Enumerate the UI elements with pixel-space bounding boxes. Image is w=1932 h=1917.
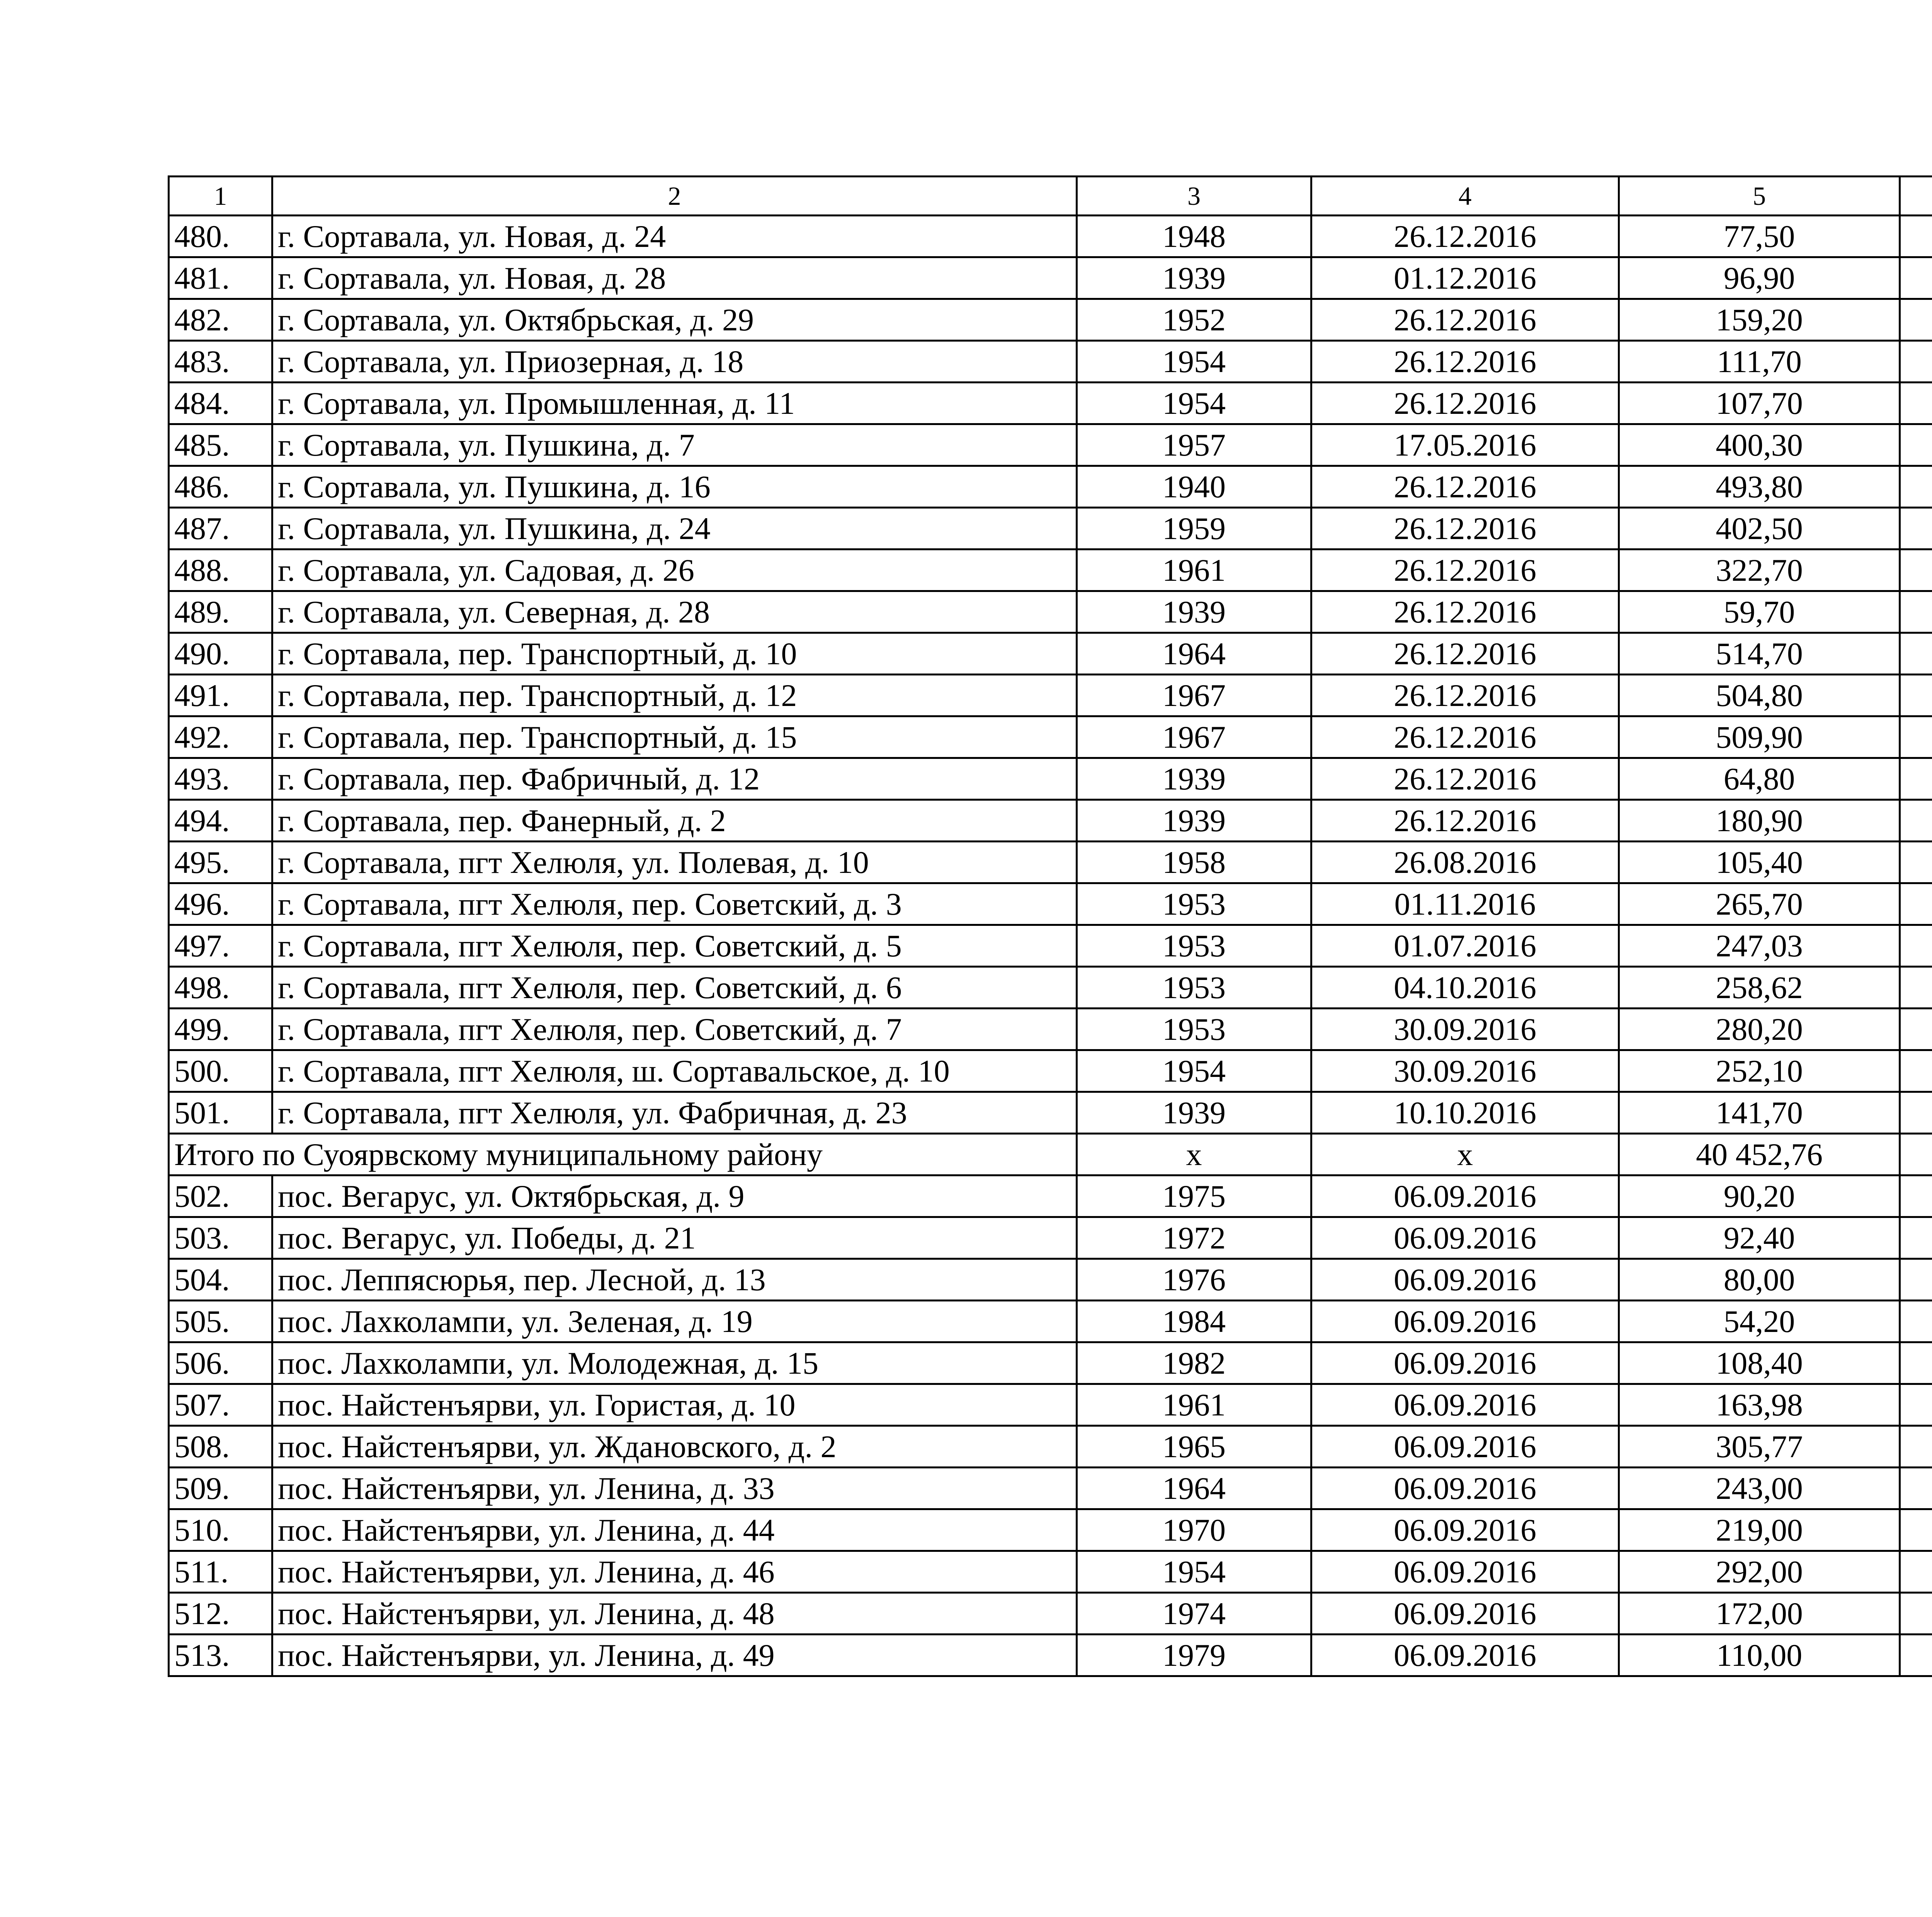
- cell-area: 159,20: [1619, 299, 1900, 341]
- cell-date: 01.12.2016: [1311, 257, 1619, 299]
- cell-area: 265,70: [1619, 883, 1900, 925]
- table-row: [169, 675, 1932, 716]
- cell-year: 1959: [1077, 508, 1311, 549]
- cell-address: г. Сортавала, ул. Промышленная, д. 11: [272, 383, 1077, 424]
- cell-date: 17.05.2016: [1311, 424, 1619, 466]
- cell-date: 26.12.2016: [1311, 341, 1619, 383]
- cell-year: 1967: [1077, 675, 1311, 716]
- cell-address: пос. Найстенъярви, ул. Ждановского, д. 2: [272, 1426, 1077, 1468]
- cell-count: [1900, 1384, 1932, 1426]
- cell-area: 493,80: [1619, 466, 1900, 508]
- column-number: 4: [1311, 177, 1619, 216]
- cell-area: 90,20: [1619, 1175, 1900, 1217]
- cell-year: 1967: [1077, 716, 1311, 758]
- table-row: [169, 549, 1932, 591]
- cell-address: г. Сортавала, пгт Хелюля, пер. Советский, д. 5: [272, 925, 1077, 967]
- cell-number: 488.: [169, 549, 272, 591]
- cell-address: г. Сортавала, пгт Хелюля, ул. Полевая, д. 10: [272, 842, 1077, 883]
- cell-year: 1982: [1077, 1342, 1311, 1384]
- table-row: [169, 1551, 1932, 1593]
- cell-number: 512.: [169, 1593, 272, 1635]
- cell-area: 322,70: [1619, 549, 1900, 591]
- cell-date: 04.10.2016: [1311, 967, 1619, 1009]
- column-number: 1: [169, 177, 272, 216]
- cell-date: 06.09.2016: [1311, 1593, 1619, 1635]
- cell-year: 1953: [1077, 883, 1311, 925]
- cell-year: 1939: [1077, 257, 1311, 299]
- cell-count: [1900, 383, 1932, 424]
- cell-area: 514,70: [1619, 633, 1900, 675]
- cell-year: 1964: [1077, 633, 1311, 675]
- cell-area: 64,80: [1619, 758, 1900, 800]
- cell-count: [1900, 1509, 1932, 1551]
- cell-count: [1900, 549, 1932, 591]
- cell-year: 1953: [1077, 925, 1311, 967]
- cell-number: 482.: [169, 299, 272, 341]
- table-row: [169, 716, 1932, 758]
- cell-year: 1954: [1077, 383, 1311, 424]
- cell-area: 163,98: [1619, 1384, 1900, 1426]
- cell-year: 1970: [1077, 1509, 1311, 1551]
- table-row: [169, 1635, 1932, 1676]
- table-row: [169, 842, 1932, 883]
- cell-address: г. Сортавала, ул. Пушкина, д. 7: [272, 424, 1077, 466]
- cell-address: г. Сортавала, пгт Хелюля, пер. Советский, д. 3: [272, 883, 1077, 925]
- cell-date: 06.09.2016: [1311, 1259, 1619, 1301]
- cell-date: 06.09.2016: [1311, 1342, 1619, 1384]
- cell-number: 506.: [169, 1342, 272, 1384]
- cell-area: 252,10: [1619, 1050, 1900, 1092]
- cell-number: 486.: [169, 466, 272, 508]
- cell-year: 1954: [1077, 341, 1311, 383]
- cell-date: 30.09.2016: [1311, 1009, 1619, 1050]
- cell-address: г. Сортавала, пгт Хелюля, пер. Советский, д. 6: [272, 967, 1077, 1009]
- table-row: [169, 1426, 1932, 1468]
- subtotal-row: [169, 1134, 1932, 1175]
- cell-area: 111,70: [1619, 341, 1900, 383]
- cell-area: 292,00: [1619, 1551, 1900, 1593]
- cell-date: 26.12.2016: [1311, 675, 1619, 716]
- table-row: [169, 1301, 1932, 1342]
- column-number-row: [169, 177, 1932, 216]
- cell-date: 26.12.2016: [1311, 508, 1619, 549]
- cell-year: 1972: [1077, 1217, 1311, 1259]
- cell-address: г. Сортавала, ул. Новая, д. 24: [272, 216, 1077, 257]
- table-row: [169, 257, 1932, 299]
- subtotal-count: [1900, 1134, 1932, 1175]
- cell-address: г. Сортавала, пгт Хелюля, ш. Сортавальское, д. 10: [272, 1050, 1077, 1092]
- cell-count: [1900, 1259, 1932, 1301]
- cell-number: 511.: [169, 1551, 272, 1593]
- table-row: [169, 633, 1932, 675]
- cell-date: 06.09.2016: [1311, 1426, 1619, 1468]
- cell-count: [1900, 466, 1932, 508]
- cell-count: [1900, 1301, 1932, 1342]
- table-row: [169, 925, 1932, 967]
- cell-address: пос. Найстенъярви, ул. Ленина, д. 33: [272, 1468, 1077, 1509]
- cell-count: [1900, 1551, 1932, 1593]
- cell-count: [1900, 341, 1932, 383]
- table-row: [169, 1593, 1932, 1635]
- table-body: [169, 177, 1932, 1676]
- cell-number: 497.: [169, 925, 272, 967]
- cell-area: 54,20: [1619, 1301, 1900, 1342]
- table-row: [169, 466, 1932, 508]
- cell-area: 108,40: [1619, 1342, 1900, 1384]
- table-row: [169, 758, 1932, 800]
- cell-address: пос. Найстенъярви, ул. Ленина, д. 46: [272, 1551, 1077, 1593]
- cell-year: 1939: [1077, 591, 1311, 633]
- cell-area: 504,80: [1619, 675, 1900, 716]
- cell-area: 80,00: [1619, 1259, 1900, 1301]
- cell-count: [1900, 967, 1932, 1009]
- cell-area: 77,50: [1619, 216, 1900, 257]
- table-row: [169, 1468, 1932, 1509]
- cell-date: 06.09.2016: [1311, 1301, 1619, 1342]
- cell-number: 491.: [169, 675, 272, 716]
- cell-address: г. Сортавала, ул. Пушкина, д. 24: [272, 508, 1077, 549]
- cell-address: г. Сортавала, ул. Новая, д. 28: [272, 257, 1077, 299]
- cell-address: пос. Лахколампи, ул. Зеленая, д. 19: [272, 1301, 1077, 1342]
- cell-area: 180,90: [1619, 800, 1900, 842]
- table-row: [169, 1009, 1932, 1050]
- cell-date: 06.09.2016: [1311, 1468, 1619, 1509]
- cell-number: 487.: [169, 508, 272, 549]
- cell-number: 509.: [169, 1468, 272, 1509]
- table-row: [169, 1175, 1932, 1217]
- cell-date: 06.09.2016: [1311, 1509, 1619, 1551]
- cell-number: 510.: [169, 1509, 272, 1551]
- cell-date: 06.09.2016: [1311, 1551, 1619, 1593]
- cell-area: 107,70: [1619, 383, 1900, 424]
- cell-area: 243,00: [1619, 1468, 1900, 1509]
- table-row: [169, 967, 1932, 1009]
- table-row: [169, 299, 1932, 341]
- cell-date: 26.12.2016: [1311, 716, 1619, 758]
- cell-area: 219,00: [1619, 1509, 1900, 1551]
- housing-registry-table: [168, 175, 1932, 1677]
- cell-count: [1900, 508, 1932, 549]
- cell-number: 490.: [169, 633, 272, 675]
- cell-count: [1900, 1593, 1932, 1635]
- cell-date: 10.10.2016: [1311, 1092, 1619, 1134]
- cell-year: 1979: [1077, 1635, 1311, 1676]
- cell-year: 1953: [1077, 1009, 1311, 1050]
- cell-number: 496.: [169, 883, 272, 925]
- cell-count: [1900, 1050, 1932, 1092]
- cell-address: г. Сортавала, пер. Фанерный, д. 2: [272, 800, 1077, 842]
- cell-number: 501.: [169, 1092, 272, 1134]
- cell-date: 26.12.2016: [1311, 466, 1619, 508]
- cell-count: [1900, 716, 1932, 758]
- cell-count: [1900, 1175, 1932, 1217]
- cell-number: 495.: [169, 842, 272, 883]
- cell-year: 1961: [1077, 549, 1311, 591]
- cell-area: 280,20: [1619, 1009, 1900, 1050]
- cell-count: [1900, 883, 1932, 925]
- cell-area: 509,90: [1619, 716, 1900, 758]
- cell-number: 480.: [169, 216, 272, 257]
- cell-year: 1964: [1077, 1468, 1311, 1509]
- cell-area: 59,70: [1619, 591, 1900, 633]
- cell-address: г. Сортавала, ул. Пушкина, д. 16: [272, 466, 1077, 508]
- cell-count: [1900, 216, 1932, 257]
- column-number: 2: [272, 177, 1077, 216]
- cell-area: 172,00: [1619, 1593, 1900, 1635]
- cell-number: 484.: [169, 383, 272, 424]
- cell-count: [1900, 758, 1932, 800]
- cell-count: [1900, 675, 1932, 716]
- table-row: [169, 1259, 1932, 1301]
- cell-date: 06.09.2016: [1311, 1635, 1619, 1676]
- cell-number: 504.: [169, 1259, 272, 1301]
- cell-year: 1961: [1077, 1384, 1311, 1426]
- cell-number: 493.: [169, 758, 272, 800]
- cell-number: 485.: [169, 424, 272, 466]
- table-row: [169, 591, 1932, 633]
- cell-number: 500.: [169, 1050, 272, 1092]
- cell-date: 26.12.2016: [1311, 299, 1619, 341]
- cell-count: [1900, 1468, 1932, 1509]
- table-row: [169, 1384, 1932, 1426]
- cell-address: пос. Найстенъярви, ул. Гористая, д. 10: [272, 1384, 1077, 1426]
- cell-address: пос. Леппясюрья, пер. Лесной, д. 13: [272, 1259, 1077, 1301]
- cell-year: 1953: [1077, 967, 1311, 1009]
- cell-area: 305,77: [1619, 1426, 1900, 1468]
- cell-year: 1984: [1077, 1301, 1311, 1342]
- cell-address: г. Сортавала, пер. Транспортный, д. 12: [272, 675, 1077, 716]
- cell-address: г. Сортавала, пер. Фабричный, д. 12: [272, 758, 1077, 800]
- table-row: [169, 800, 1932, 842]
- cell-address: г. Сортавала, ул. Приозерная, д. 18: [272, 341, 1077, 383]
- subtotal-date: x: [1311, 1134, 1619, 1175]
- cell-area: 96,90: [1619, 257, 1900, 299]
- table-row: [169, 424, 1932, 466]
- table-row: [169, 1342, 1932, 1384]
- cell-date: 30.09.2016: [1311, 1050, 1619, 1092]
- table-row: [169, 216, 1932, 257]
- cell-address: пос. Найстенъярви, ул. Ленина, д. 49: [272, 1635, 1077, 1676]
- column-number: 3: [1077, 177, 1311, 216]
- cell-address: пос. Лахколампи, ул. Молодежная, д. 15: [272, 1342, 1077, 1384]
- cell-address: пос. Вегарус, ул. Победы, д. 21: [272, 1217, 1077, 1259]
- cell-count: [1900, 257, 1932, 299]
- cell-address: пос. Найстенъярви, ул. Ленина, д. 44: [272, 1509, 1077, 1551]
- cell-number: 483.: [169, 341, 272, 383]
- column-number: 5: [1619, 177, 1900, 216]
- cell-year: 1957: [1077, 424, 1311, 466]
- table-row: [169, 1092, 1932, 1134]
- cell-number: 492.: [169, 716, 272, 758]
- cell-date: 06.09.2016: [1311, 1175, 1619, 1217]
- cell-year: 1952: [1077, 299, 1311, 341]
- table-row: [169, 883, 1932, 925]
- cell-count: [1900, 1092, 1932, 1134]
- table-row: [169, 1509, 1932, 1551]
- cell-count: [1900, 424, 1932, 466]
- cell-count: [1900, 299, 1932, 341]
- cell-year: 1939: [1077, 1092, 1311, 1134]
- cell-number: 508.: [169, 1426, 272, 1468]
- cell-date: 01.11.2016: [1311, 883, 1619, 925]
- table-row: [169, 341, 1932, 383]
- cell-number: 489.: [169, 591, 272, 633]
- cell-address: г. Сортавала, ул. Октябрьская, д. 29: [272, 299, 1077, 341]
- cell-date: 26.12.2016: [1311, 633, 1619, 675]
- cell-count: [1900, 1217, 1932, 1259]
- cell-date: 06.09.2016: [1311, 1217, 1619, 1259]
- cell-year: 1965: [1077, 1426, 1311, 1468]
- cell-count: [1900, 1009, 1932, 1050]
- cell-date: 26.12.2016: [1311, 549, 1619, 591]
- cell-area: 92,40: [1619, 1217, 1900, 1259]
- cell-address: г. Сортавала, ул. Северная, д. 28: [272, 591, 1077, 633]
- cell-address: г. Сортавала, пер. Транспортный, д. 15: [272, 716, 1077, 758]
- cell-year: 1954: [1077, 1050, 1311, 1092]
- cell-year: 1939: [1077, 758, 1311, 800]
- subtotal-year: x: [1077, 1134, 1311, 1175]
- cell-year: 1940: [1077, 466, 1311, 508]
- cell-area: 402,50: [1619, 508, 1900, 549]
- cell-count: [1900, 633, 1932, 675]
- cell-count: [1900, 842, 1932, 883]
- cell-year: 1948: [1077, 216, 1311, 257]
- document-page: [168, 175, 1932, 1677]
- cell-year: 1974: [1077, 1593, 1311, 1635]
- cell-address: г. Сортавала, пгт Хелюля, ул. Фабричная, д. 23: [272, 1092, 1077, 1134]
- cell-count: [1900, 591, 1932, 633]
- cell-address: пос. Найстенъярви, ул. Ленина, д. 48: [272, 1593, 1077, 1635]
- cell-number: 498.: [169, 967, 272, 1009]
- table-row: [169, 508, 1932, 549]
- cell-address: г. Сортавала, пер. Транспортный, д. 10: [272, 633, 1077, 675]
- cell-area: 258,62: [1619, 967, 1900, 1009]
- subtotal-label: Итого по Суоярвскому муниципальному району: [169, 1134, 1077, 1175]
- cell-count: [1900, 1342, 1932, 1384]
- cell-number: 507.: [169, 1384, 272, 1426]
- cell-year: 1939: [1077, 800, 1311, 842]
- cell-count: [1900, 1426, 1932, 1468]
- cell-address: г. Сортавала, пгт Хелюля, пер. Советский, д. 7: [272, 1009, 1077, 1050]
- cell-count: [1900, 925, 1932, 967]
- cell-address: пос. Вегарус, ул. Октябрьская, д. 9: [272, 1175, 1077, 1217]
- cell-number: 513.: [169, 1635, 272, 1676]
- cell-date: 26.08.2016: [1311, 842, 1619, 883]
- cell-area: 110,00: [1619, 1635, 1900, 1676]
- table-row: [169, 383, 1932, 424]
- cell-date: 06.09.2016: [1311, 1384, 1619, 1426]
- cell-number: 499.: [169, 1009, 272, 1050]
- cell-area: 247,03: [1619, 925, 1900, 967]
- cell-number: 494.: [169, 800, 272, 842]
- cell-year: 1958: [1077, 842, 1311, 883]
- cell-number: 481.: [169, 257, 272, 299]
- cell-number: 505.: [169, 1301, 272, 1342]
- table-row: [169, 1050, 1932, 1092]
- cell-area: 105,40: [1619, 842, 1900, 883]
- cell-address: г. Сортавала, ул. Садовая, д. 26: [272, 549, 1077, 591]
- cell-area: 400,30: [1619, 424, 1900, 466]
- cell-year: 1975: [1077, 1175, 1311, 1217]
- cell-date: 26.12.2016: [1311, 758, 1619, 800]
- cell-date: 26.12.2016: [1311, 800, 1619, 842]
- cell-count: [1900, 1635, 1932, 1676]
- cell-date: 26.12.2016: [1311, 383, 1619, 424]
- cell-date: 26.12.2016: [1311, 216, 1619, 257]
- column-number: [1900, 177, 1932, 216]
- cell-date: 01.07.2016: [1311, 925, 1619, 967]
- cell-date: 26.12.2016: [1311, 591, 1619, 633]
- cell-count: [1900, 800, 1932, 842]
- subtotal-area: 40 452,76: [1619, 1134, 1900, 1175]
- table-row: [169, 1217, 1932, 1259]
- cell-year: 1976: [1077, 1259, 1311, 1301]
- cell-area: 141,70: [1619, 1092, 1900, 1134]
- cell-number: 503.: [169, 1217, 272, 1259]
- cell-number: 502.: [169, 1175, 272, 1217]
- cell-year: 1954: [1077, 1551, 1311, 1593]
